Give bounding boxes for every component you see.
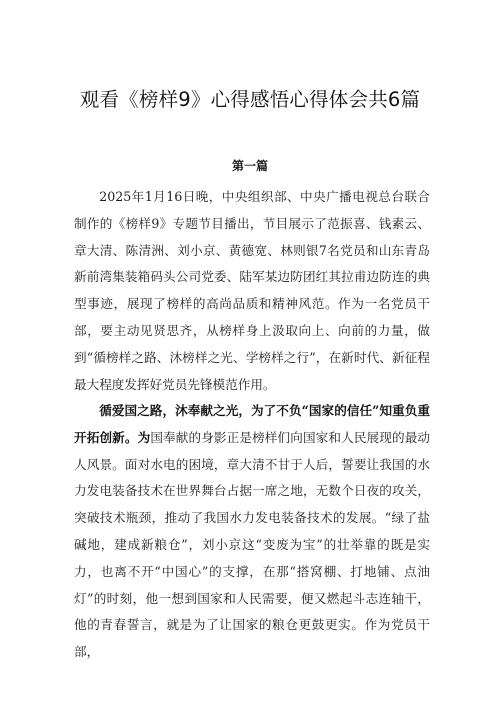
paragraph-2 xyxy=(74,398,430,666)
section-heading: 第一篇 xyxy=(231,159,268,173)
document-title: 观看《榜样9》心得感悟心得体会共6篇 xyxy=(79,88,421,111)
paragraph-2-bold-lead: 循爱国之路，沐奉献之光，为了不负“国家的信任”知重负重开拓创新。为 xyxy=(74,403,430,445)
paragraph-1 xyxy=(74,184,430,398)
paragraph-1-text: 2025年1月16日晚，中央组织部、中央广播电视总台联合制作的《榜样9》专题节目播出，节目展示了范振喜、钱素云、章大清、陈清洲、刘小京、黄德宽、林则银7名党员和山东青岛新前湾集装箱码头公司党委、陆军某边防团红其拉甫边防连的典型事迹，展现了榜样的高尚品质和精神风范。作为一名党员干部，要主动见贤思齐，从榜样身上汲取向上、向前的力量，做到“循榜样之路、沐榜样之光、学榜样之行”，在新时代、新征程最大程度发挥好党员先锋模范作用。 xyxy=(74,189,430,392)
paragraph-2-text: 国奉献的身影正是榜样们向国家和人民展现的最动人风景。面对水电的困境，章大清不甘于人后，誓要让我国的水力发电装备技术在世界舞台占据一席之地，无数个日夜的攻关，突破技术瓶颈，推动了我国水力发电装备技术的发展。“绿了盐碱地，建成新粮仓”，刘小京这“变废为宝”的壮举靠的既是实力，也离不开“中国心”的支撑，在那“搭窝棚、打地铺、点油灯”的时刻，他一想到国家和人民需要，便又燃起斗志连轴干，他的青春誓言，就是为了让国家的粮仓更鼓更实。作为党员干部， xyxy=(74,429,430,660)
